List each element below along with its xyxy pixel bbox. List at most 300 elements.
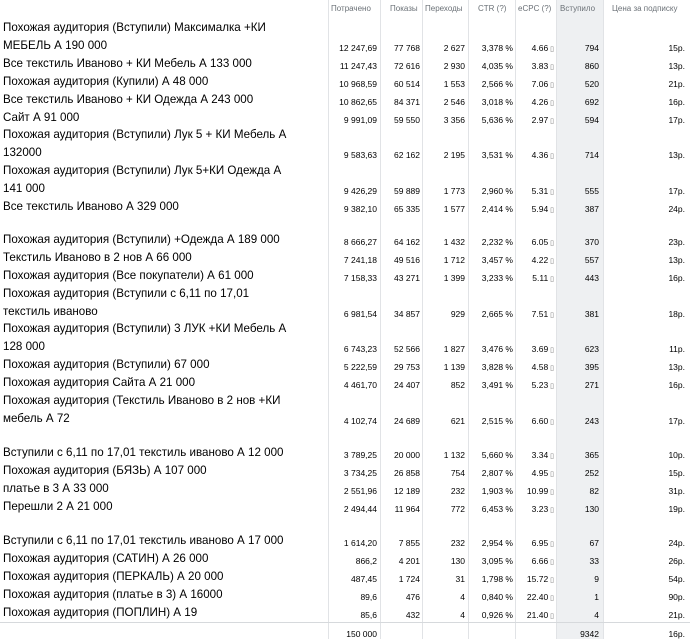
cell-ctr-value: 5,636 % — [481, 115, 513, 125]
cell-impressions-value: 59 550 — [394, 115, 420, 125]
cell-joined — [585, 204, 599, 214]
cell-ctr-value: 1,798 % — [481, 574, 513, 584]
campaign-name: Похожая аудитория (Вступили) Лук 5+КИ Одежда А — [3, 164, 282, 177]
cell-clicks — [444, 237, 465, 247]
cell-price — [668, 468, 685, 478]
cell-ecpc — [532, 468, 554, 478]
cell-clicks — [451, 468, 465, 478]
cell-ctr-value: 3,095 % — [481, 556, 513, 566]
cell-spent-value: 6 981,54 — [343, 309, 377, 319]
table-row[interactable] — [0, 480, 690, 498]
cell-joined — [594, 592, 599, 602]
cell-ecpc-value: 4.26 — [531, 97, 549, 107]
cell-clicks — [444, 43, 465, 53]
cell-clicks-value: 852 — [450, 380, 465, 390]
cell-joined-value: 714 — [584, 150, 599, 160]
cell-price — [668, 204, 685, 214]
cell-clicks-value: 232 — [450, 486, 465, 496]
campaign-name: Похожая аудитория (Вступили) 3 ЛУК +КИ Мебель А — [3, 322, 287, 335]
cell-clicks-value: 2 627 — [443, 43, 465, 53]
cell-spent — [344, 273, 377, 283]
cell-joined — [590, 486, 599, 496]
cell-clicks — [456, 574, 465, 584]
cell-spent-value: 3 734,25 — [343, 468, 377, 478]
header-spent[interactable]: Потрачено — [331, 4, 371, 13]
cell-impressions — [406, 592, 420, 602]
cell-price-value: 13р. — [668, 362, 685, 372]
cell-ecpc-value: 4.95 — [531, 468, 549, 478]
table-row[interactable] — [0, 498, 690, 516]
campaign-name: Все текстиль Иваново А 329 000 — [3, 200, 179, 213]
cell-ctr-value: 2,566 % — [481, 79, 513, 89]
cell-price-value: 24р. — [668, 204, 685, 214]
cell-impressions — [394, 43, 420, 53]
cell-price — [668, 115, 685, 125]
table-row[interactable] — [0, 109, 690, 127]
cell-impressions-value: 12 189 — [394, 486, 420, 496]
cell-spent — [344, 186, 377, 196]
campaign-name: Похожая аудитория (Вступили) 67 000 — [3, 358, 210, 371]
cell-ecpc — [532, 450, 554, 460]
cell-ctr-value: 2,954 % — [481, 538, 513, 548]
currency-glyph-icon: ▯ — [548, 207, 554, 214]
cell-joined-value: 557 — [584, 255, 599, 265]
cell-ecpc-value: 2.97 — [531, 115, 549, 125]
cell-ecpc — [532, 61, 554, 71]
cell-ecpc — [527, 486, 554, 496]
cell-spent-value: 7 241,18 — [343, 255, 377, 265]
cell-price-value: 31р. — [668, 486, 685, 496]
cell-impressions-value: 4 201 — [398, 556, 420, 566]
cell-ctr-value: 3,828 % — [481, 362, 513, 372]
currency-glyph-icon: ▯ — [548, 258, 554, 265]
campaign-name: Похожая аудитория (САТИН) А 26 000 — [3, 552, 209, 565]
campaign-name: Похожая аудитория (ПЕРКАЛЬ) А 20 000 — [3, 570, 224, 583]
cell-ecpc — [532, 43, 554, 53]
currency-glyph-icon: ▯ — [548, 153, 554, 160]
cell-spent-value: 9 426,29 — [343, 186, 377, 196]
cell-impressions-value: 59 889 — [394, 186, 420, 196]
cell-impressions — [394, 97, 420, 107]
cell-clicks — [444, 273, 465, 283]
table-row[interactable] — [0, 91, 690, 109]
cell-impressions — [406, 610, 420, 620]
campaign-name: Сайт А 91 000 — [3, 111, 80, 124]
campaign-name-continued: 132000 — [3, 146, 42, 159]
currency-glyph-icon: ▯ — [548, 64, 554, 71]
cell-price-value: 16р. — [668, 380, 685, 390]
cell-ecpc — [532, 556, 554, 566]
cell-ctr — [482, 380, 513, 390]
cell-joined — [585, 344, 599, 354]
cell-price — [668, 362, 685, 372]
currency-glyph-icon: ▯ — [548, 82, 554, 89]
cell-spent-value: 11 247,43 — [339, 61, 377, 71]
currency-glyph-icon: ▯ — [548, 453, 554, 460]
cell-spent-value: 4 461,70 — [343, 380, 377, 390]
cell-joined — [585, 380, 599, 390]
currency-glyph-icon: ▯ — [548, 276, 554, 283]
cell-ctr-value: 4,035 % — [481, 61, 513, 71]
cell-joined-value: 365 — [584, 450, 599, 460]
cell-impressions — [394, 309, 420, 319]
cell-joined-value: 443 — [584, 273, 599, 283]
cell-spent — [344, 344, 377, 354]
cell-clicks-value: 929 — [450, 309, 465, 319]
cell-spent-value: 2 551,96 — [343, 486, 377, 496]
cell-ecpc-value: 6.95 — [531, 538, 549, 548]
cell-ecpc-value: 3.34 — [531, 450, 549, 460]
cell-price — [668, 450, 685, 460]
cell-spent-value: 3 789,25 — [343, 450, 377, 460]
cell-spent — [344, 204, 377, 214]
cell-impressions — [394, 186, 420, 196]
currency-glyph-icon: ▯ — [548, 613, 554, 620]
cell-clicks — [451, 538, 465, 548]
cell-ecpc-value: 6.60 — [531, 416, 549, 426]
cell-clicks — [451, 416, 465, 426]
table-row[interactable] — [0, 73, 690, 91]
cell-price — [668, 556, 685, 566]
cell-ecpc-value: 21.40 — [526, 610, 549, 620]
table-row[interactable] — [0, 444, 690, 462]
cell-ctr-value: 3,378 % — [481, 43, 513, 53]
cell-ecpc-value: 3.83 — [531, 61, 549, 71]
cell-clicks-value: 754 — [450, 468, 465, 478]
cell-impressions — [395, 504, 420, 514]
cell-price — [668, 255, 685, 265]
cell-ecpc-value: 5.11 — [532, 273, 549, 283]
campaign-name: Все текстиль Иваново + КИ Мебель А 133 000 — [3, 57, 252, 70]
cell-joined-value: 67 — [589, 538, 599, 548]
cell-spent-value: 85,6 — [360, 610, 377, 620]
cell-ctr-value: 3,476 % — [481, 344, 513, 354]
cell-price-value: 90р. — [668, 592, 685, 602]
cell-clicks — [444, 255, 465, 265]
total-spent: 150 000 — [346, 629, 377, 639]
cell-clicks-value: 1 139 — [443, 362, 465, 372]
cell-impressions — [394, 380, 420, 390]
campaign-name: Похожая аудитория (Вступили) +Одежда А 189 000 — [3, 233, 280, 246]
table-row[interactable] — [0, 550, 690, 568]
cell-price-value: 19р. — [668, 504, 685, 514]
cell-impressions — [394, 416, 420, 426]
cell-ecpc — [532, 309, 554, 319]
cell-price — [668, 592, 685, 602]
cell-price — [668, 309, 685, 319]
currency-glyph-icon: ▯ — [548, 507, 554, 514]
header-price[interactable]: Цена за подписку — [612, 4, 678, 13]
campaign-name-continued: 141 000 — [3, 182, 45, 195]
cell-ctr-value: 3,531 % — [481, 150, 513, 160]
cell-ctr — [482, 556, 513, 566]
table-row[interactable] — [0, 568, 690, 586]
cell-impressions — [394, 150, 420, 160]
cell-clicks — [444, 97, 465, 107]
cell-price — [668, 538, 685, 548]
cell-clicks-value: 1 827 — [443, 344, 465, 354]
cell-joined — [585, 150, 599, 160]
cell-clicks-value: 2 195 — [443, 150, 465, 160]
cell-ecpc-value: 4.22 — [531, 255, 549, 265]
cell-price-value: 18р. — [668, 309, 685, 319]
cell-ctr — [482, 468, 513, 478]
cell-spent-value: 866,2 — [355, 556, 377, 566]
table-row[interactable] — [0, 320, 690, 356]
cell-clicks — [460, 592, 465, 602]
cell-clicks-value: 621 — [450, 416, 465, 426]
table-row[interactable] — [0, 162, 690, 198]
currency-glyph-icon: ▯ — [548, 100, 554, 107]
cell-spent — [356, 556, 377, 566]
cell-ctr — [482, 610, 513, 620]
cell-price — [668, 416, 685, 426]
table-row[interactable] — [0, 356, 690, 374]
cell-ecpc — [532, 416, 554, 426]
cell-price-value: 17р. — [668, 416, 685, 426]
cell-spent — [344, 504, 377, 514]
table-row[interactable] — [0, 285, 690, 321]
cell-ecpc — [532, 79, 554, 89]
cell-ctr-value: 2,232 % — [481, 237, 513, 247]
cell-spent-value: 9 382,10 — [343, 204, 377, 214]
cell-ctr — [482, 237, 513, 247]
cell-ctr-value: 3,018 % — [481, 97, 513, 107]
cell-spent — [344, 450, 377, 460]
cell-price-value: 10р. — [668, 450, 685, 460]
table-row[interactable] — [0, 392, 690, 428]
cell-impressions-value: 52 566 — [394, 344, 420, 354]
cell-spent — [344, 255, 377, 265]
cell-joined-value: 692 — [584, 97, 599, 107]
currency-glyph-icon: ▯ — [548, 365, 554, 372]
cell-ecpc-value: 5.23 — [531, 380, 549, 390]
cell-impressions — [394, 204, 420, 214]
cell-price — [668, 150, 685, 160]
totals-row — [0, 622, 690, 640]
cell-ctr — [482, 362, 513, 372]
cell-spent-value: 9 991,09 — [343, 115, 377, 125]
cell-joined — [585, 79, 599, 89]
cell-price — [668, 486, 685, 496]
cell-spent-value: 9 583,63 — [343, 150, 377, 160]
cell-ctr — [482, 186, 513, 196]
cell-ctr — [482, 450, 513, 460]
cell-joined-value: 9 — [594, 574, 599, 584]
campaign-name: Похожая аудитория (платье в 3) А 16000 — [3, 588, 223, 601]
cell-price — [668, 97, 685, 107]
cell-ctr-value: 2,414 % — [481, 204, 513, 214]
cell-clicks — [444, 61, 465, 71]
table-row[interactable] — [0, 462, 690, 480]
table-row[interactable] — [0, 19, 690, 55]
cell-clicks — [444, 362, 465, 372]
cell-ctr — [482, 115, 513, 125]
cell-spent-value: 2 494,44 — [343, 504, 377, 514]
cell-ecpc-value: 7.06 — [531, 79, 549, 89]
cell-spent — [339, 79, 377, 89]
table-row[interactable] — [0, 374, 690, 392]
cell-spent — [340, 61, 377, 71]
cell-spent — [351, 574, 377, 584]
cell-ecpc-value: 15.72 — [526, 574, 549, 584]
cell-impressions-value: 26 858 — [394, 468, 420, 478]
cell-joined — [585, 416, 599, 426]
cell-ecpc-value: 3.23 — [531, 504, 549, 514]
cell-ecpc — [527, 592, 554, 602]
cell-joined — [594, 610, 599, 620]
cell-clicks — [444, 344, 465, 354]
table-row[interactable] — [0, 55, 690, 73]
cell-clicks — [444, 115, 465, 125]
cell-impressions — [394, 486, 420, 496]
cell-joined — [585, 97, 599, 107]
currency-glyph-icon: ▯ — [548, 419, 554, 426]
cell-clicks-value: 4 — [460, 610, 465, 620]
cell-spent — [344, 237, 377, 247]
cell-ctr-value: 3,233 % — [481, 273, 513, 283]
cell-price-value: 24р. — [668, 538, 685, 548]
table-row[interactable] — [0, 586, 690, 604]
cell-ecpc — [532, 115, 554, 125]
cell-ecpc-value: 6.05 — [531, 237, 549, 247]
cell-ctr-value: 0,840 % — [481, 592, 513, 602]
header-joined[interactable]: Вступило — [560, 4, 596, 13]
table-row[interactable] — [0, 249, 690, 267]
cell-ctr-value: 5,660 % — [481, 450, 513, 460]
cell-ecpc-value: 7.51 — [531, 309, 549, 319]
cell-ecpc — [532, 538, 554, 548]
cell-ecpc-value: 22.40 — [526, 592, 549, 602]
cell-clicks — [444, 79, 465, 89]
cell-joined-value: 387 — [584, 204, 599, 214]
cell-joined — [585, 43, 599, 53]
header-ecpc[interactable]: eCPC (?) — [518, 4, 552, 13]
cell-ctr — [482, 574, 513, 584]
cell-price-value: 54р. — [668, 574, 685, 584]
cell-impressions — [394, 61, 420, 71]
cell-joined-value: 33 — [589, 556, 599, 566]
cell-spent — [344, 416, 377, 426]
cell-price-value: 23р. — [668, 237, 685, 247]
cell-clicks-value: 3 356 — [443, 115, 465, 125]
cell-ecpc — [532, 504, 554, 514]
campaign-name: Похожая аудитория (БЯЗЬ) А 107 000 — [3, 464, 207, 477]
campaign-name: Похожая аудитория (Вступили) Максималка +КИ — [3, 21, 266, 34]
cell-impressions-value: 7 855 — [398, 538, 420, 548]
cell-price-value: 15р. — [668, 468, 685, 478]
cell-clicks — [451, 486, 465, 496]
table-row[interactable] — [0, 231, 690, 249]
cell-joined — [585, 468, 599, 478]
cell-price-value: 21р. — [668, 79, 685, 89]
cell-impressions-value: 11 964 — [394, 504, 420, 514]
campaign-name: Все текстиль Иваново + КИ Одежда А 243 000 — [3, 93, 254, 106]
cell-price-value: 13р. — [668, 150, 685, 160]
cell-spent — [344, 150, 377, 160]
campaign-name: Похожая аудитория (Текстиль Иваново в 2 нов +КИ — [3, 394, 281, 407]
cell-ecpc — [532, 362, 554, 372]
cell-spent — [360, 610, 377, 620]
table-row[interactable] — [0, 532, 690, 550]
cell-clicks-value: 31 — [455, 574, 465, 584]
campaign-name-continued: мебель А 72 — [3, 412, 70, 425]
cell-joined — [585, 237, 599, 247]
cell-impressions — [394, 79, 420, 89]
cell-ecpc — [532, 204, 554, 214]
cell-ctr — [482, 309, 513, 319]
table-row[interactable] — [0, 604, 690, 622]
cell-impressions — [394, 273, 420, 283]
cell-price — [668, 574, 685, 584]
cell-impressions-value: 24 689 — [394, 416, 420, 426]
cell-spent — [344, 362, 377, 372]
cell-impressions-value: 65 335 — [394, 204, 420, 214]
cell-impressions — [394, 468, 420, 478]
cell-clicks — [444, 450, 465, 460]
cell-clicks-value: 1 132 — [443, 450, 465, 460]
cell-price-value: 16р. — [668, 97, 685, 107]
cell-price-value: 17р. — [668, 186, 685, 196]
cell-impressions-value: 24 407 — [394, 380, 420, 390]
campaign-name: платье в 3 А 33 000 — [3, 482, 109, 495]
cell-joined-value: 555 — [584, 186, 599, 196]
cell-joined-value: 395 — [584, 362, 599, 372]
cell-price — [668, 380, 685, 390]
cell-joined — [590, 556, 599, 566]
cell-price — [668, 79, 685, 89]
cell-impressions-value: 64 162 — [394, 237, 420, 247]
currency-glyph-icon: ▯ — [548, 312, 554, 319]
cell-impressions-value: 62 162 — [394, 150, 420, 160]
cell-spent-value: 8 666,27 — [343, 237, 377, 247]
campaign-name: Похожая аудитория (ПОПЛИН) А 19 — [3, 606, 198, 619]
cell-joined — [585, 504, 599, 514]
cell-ecpc — [532, 186, 554, 196]
table-row[interactable] — [0, 198, 690, 216]
cell-joined-value: 594 — [584, 115, 599, 125]
cell-joined-value: 1 — [594, 592, 599, 602]
cell-ctr-value: 3,457 % — [481, 255, 513, 265]
campaign-name: Похожая аудитория (Вступили с 6,11 по 17,01 — [3, 287, 250, 300]
campaign-name: Похожая аудитория (Все покупатели) А 61 000 — [3, 269, 254, 282]
table-row[interactable] — [0, 126, 690, 162]
cell-spent-value: 10 862,65 — [339, 97, 377, 107]
campaign-name: Перешли 2 А 21 000 — [3, 500, 113, 513]
cell-clicks — [444, 204, 465, 214]
header-impressions[interactable]: Показы — [390, 4, 418, 13]
cell-ecpc — [532, 273, 554, 283]
cell-price — [669, 344, 685, 354]
total-price: 16р. — [668, 629, 685, 639]
cell-price — [668, 273, 685, 283]
cell-ctr — [482, 504, 513, 514]
cell-clicks — [460, 610, 465, 620]
cell-ecpc — [527, 610, 554, 620]
table-row[interactable] — [0, 267, 690, 285]
header-ctr[interactable]: CTR (?) — [478, 4, 507, 13]
cell-clicks — [451, 504, 465, 514]
cell-impressions-value: 476 — [405, 592, 420, 602]
currency-glyph-icon: ▯ — [548, 541, 554, 548]
cell-ctr — [482, 43, 513, 53]
cell-joined-value: 381 — [584, 309, 599, 319]
header-clicks[interactable]: Переходы — [425, 4, 463, 13]
campaign-name-continued: МЕБЕЛЬ А 190 000 — [3, 39, 108, 52]
cell-spent-value: 6 743,23 — [343, 344, 377, 354]
cell-ctr — [482, 416, 513, 426]
cell-joined-value: 370 — [584, 237, 599, 247]
